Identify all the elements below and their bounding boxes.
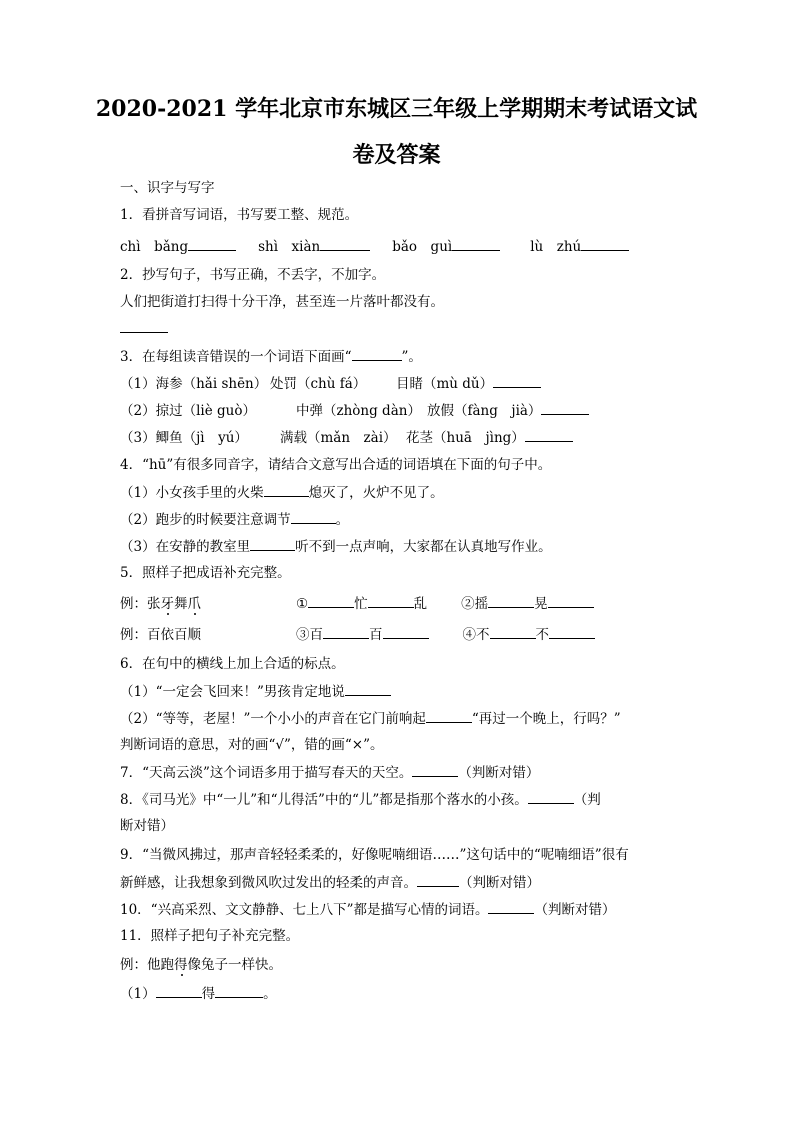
pinyin-3: bǎo guì xyxy=(392,239,453,255)
sentence-text: 熄灭了，火炉不见了。 xyxy=(308,485,444,501)
pinyin-1: chì bǎng xyxy=(120,239,189,255)
question-text: 7．“天高云淡”这个词语多用于描写春天的天空。 xyxy=(120,765,413,781)
q4-sentence-1 xyxy=(120,482,444,503)
idiom-part: ① xyxy=(296,596,309,612)
answer-blank[interactable] xyxy=(308,593,354,608)
title-line-2: 卷及答案 xyxy=(352,142,441,168)
idiom-part: ③百 xyxy=(296,627,323,643)
example-char: 舞 xyxy=(174,596,188,612)
q5-example-1 xyxy=(120,594,296,614)
answer-blank[interactable] xyxy=(368,593,414,608)
answer-blank[interactable] xyxy=(412,762,458,777)
answer-blank[interactable] xyxy=(156,983,202,998)
q11-prompt: 11．照样子把句子补充完整。 xyxy=(120,928,300,944)
q9-continued xyxy=(120,872,540,893)
q5-prompt: 5．照样子把成语补充完整。 xyxy=(120,565,291,581)
q5-example-2: 例：百依百顺 xyxy=(120,627,201,643)
example-label: 例：张 xyxy=(120,596,161,612)
q8 xyxy=(120,789,601,810)
q3-row-2 xyxy=(120,400,589,421)
question-note: （判断对错） xyxy=(459,875,540,891)
sentence-text: 得 xyxy=(201,986,216,1002)
idiom-part: 乱 xyxy=(413,596,428,612)
q1-pinyin-row xyxy=(120,236,629,257)
q7 xyxy=(120,762,539,783)
emphasized-char: 爪 xyxy=(187,596,201,612)
judge-instruction: 判断词语的意思，对的画“√”，错的画“×”。 xyxy=(120,737,384,753)
q11-example xyxy=(120,955,282,975)
q6-sentence-1 xyxy=(120,681,391,702)
answer-blank[interactable] xyxy=(490,624,536,639)
answer-blank[interactable] xyxy=(188,236,236,251)
q3-row-1 xyxy=(120,373,541,394)
answer-blank[interactable] xyxy=(525,427,573,442)
q4-sentence-3 xyxy=(120,536,552,557)
q6-prompt: 6．在句中的横线上加上合适的标点。 xyxy=(120,656,345,672)
sentence-text: 。 xyxy=(263,986,277,1002)
emphasized-char: 牙 xyxy=(160,596,174,612)
sentence-text: “再过一个晚上，行吗？” xyxy=(471,711,621,727)
question-text: 新鲜感，让我想象到微风吹过发出的轻柔的声音。 xyxy=(120,875,417,891)
example-text: 像兔子一样快。 xyxy=(187,957,282,973)
q1-prompt: 1．看拼音写词语，书写要工整、规范。 xyxy=(120,207,359,223)
q3-word: 满载（mǎn zài） xyxy=(280,430,397,446)
answer-blank[interactable] xyxy=(291,509,336,524)
q3-prompt-end: ”。 xyxy=(401,349,422,365)
sentence-text: 听不到一点声响，大家都在认真地写作业。 xyxy=(295,539,552,555)
q8-continued: 断对错） xyxy=(120,818,174,834)
q5-row-1 xyxy=(120,593,594,614)
answer-blank[interactable] xyxy=(264,482,309,497)
idiom-part: ④不 xyxy=(462,627,490,643)
idiom-part: 忙 xyxy=(354,596,368,612)
q3-prompt-text: 3．在每组读音错误的一个词语下面画“ xyxy=(120,349,352,365)
answer-blank[interactable] xyxy=(120,318,168,333)
idiom-part: ②摇 xyxy=(461,596,489,612)
section-heading: 一、识字与写字 xyxy=(120,180,215,196)
sentence-text: （1）小女孩手里的火柴 xyxy=(120,485,264,501)
answer-blank[interactable] xyxy=(323,624,369,639)
answer-blank[interactable] xyxy=(541,400,589,415)
q3-word: 花茎（huā jìng） xyxy=(406,430,525,446)
q11-sentence-1 xyxy=(120,983,277,1004)
answer-blank[interactable] xyxy=(215,983,263,998)
pinyin-4: lù zhú xyxy=(530,239,582,255)
answer-blank[interactable] xyxy=(581,236,629,251)
q3-word: 处罚（chù fá） xyxy=(270,376,367,392)
answer-blank[interactable] xyxy=(320,236,370,251)
answer-blank[interactable] xyxy=(488,593,534,608)
answer-blank[interactable] xyxy=(383,624,429,639)
example-text: 例：他跑 xyxy=(120,957,174,973)
answer-blank[interactable] xyxy=(417,872,459,887)
answer-blank[interactable] xyxy=(452,236,500,251)
answer-blank[interactable] xyxy=(352,346,402,361)
q6-sentence-2 xyxy=(120,708,621,729)
answer-blank[interactable] xyxy=(549,624,595,639)
sentence-text: （1） xyxy=(120,986,156,1002)
answer-blank[interactable] xyxy=(548,593,594,608)
q3-word: 中弹（zhòng dàn） xyxy=(296,403,421,419)
idiom-part: 晃 xyxy=(534,596,548,612)
question-note: （判 xyxy=(573,792,601,808)
answer-blank[interactable] xyxy=(426,708,472,723)
q3-word: （2）掠过（liè guò） xyxy=(120,403,256,419)
idiom-part: 百 xyxy=(369,627,383,643)
q3-word: （3）鲫鱼（jì yú） xyxy=(120,430,248,446)
sentence-text: （2）“等等，老屋！”一个小小的声音在它门前响起 xyxy=(120,711,426,727)
q2-prompt: 2．抄写句子，书写正确，不丢字，不加字。 xyxy=(120,267,386,283)
pinyin-2: shì xiàn xyxy=(258,239,321,255)
q10 xyxy=(120,899,615,920)
q4-sentence-2 xyxy=(120,509,349,530)
question-note: （判断对错） xyxy=(534,902,616,918)
sentence-text: （2）跑步的时候要注意调节 xyxy=(120,512,291,528)
q2-sentence: 人们把街道打扫得十分干净，甚至连一片落叶都没有。 xyxy=(120,294,444,310)
answer-blank[interactable] xyxy=(488,899,534,914)
sentence-text: （3）在安静的教室里 xyxy=(120,539,251,555)
q4-prompt: 4．“hū”有很多同音字，请结合文意写出合适的词语填在下面的句子中。 xyxy=(120,457,552,473)
q2-answer-row xyxy=(120,318,168,339)
sentence-text: 。 xyxy=(335,512,350,528)
q3-word: （1）海参（hǎi shēn） xyxy=(120,376,268,392)
question-note: （判断对错） xyxy=(458,765,540,781)
emphasized-char: 得 xyxy=(174,957,188,973)
title-line-1: 2020-2021 学年北京市东城区三年级上学期期末考试语文试 xyxy=(95,96,698,122)
answer-blank[interactable] xyxy=(345,681,391,696)
q3-prompt xyxy=(120,346,422,367)
answer-blank[interactable] xyxy=(250,536,295,551)
question-text: 8．《司马光》中“一儿”和“儿得活”中的“儿”都是指那个落水的小孩。 xyxy=(120,792,528,808)
q3-word: 放假（fàng jià） xyxy=(427,403,542,419)
q3-row-3 xyxy=(120,427,573,448)
q9: 9．“当微风拂过，那声音轻轻柔柔的，好像呢喃细语……”这句话中的“呢喃细语”很有 xyxy=(120,847,629,863)
answer-blank[interactable] xyxy=(528,789,574,804)
answer-blank[interactable] xyxy=(493,373,541,388)
sentence-text: （1）“一定会飞回来！”男孩肯定地说 xyxy=(120,684,345,700)
idiom-part: 不 xyxy=(535,627,549,643)
q5-row-2 xyxy=(120,624,595,645)
question-text: 10．“兴高采烈、文文静静、七上八下”都是描写心情的词语。 xyxy=(120,902,489,918)
q3-word: 目睹（mù dǔ） xyxy=(396,376,494,392)
